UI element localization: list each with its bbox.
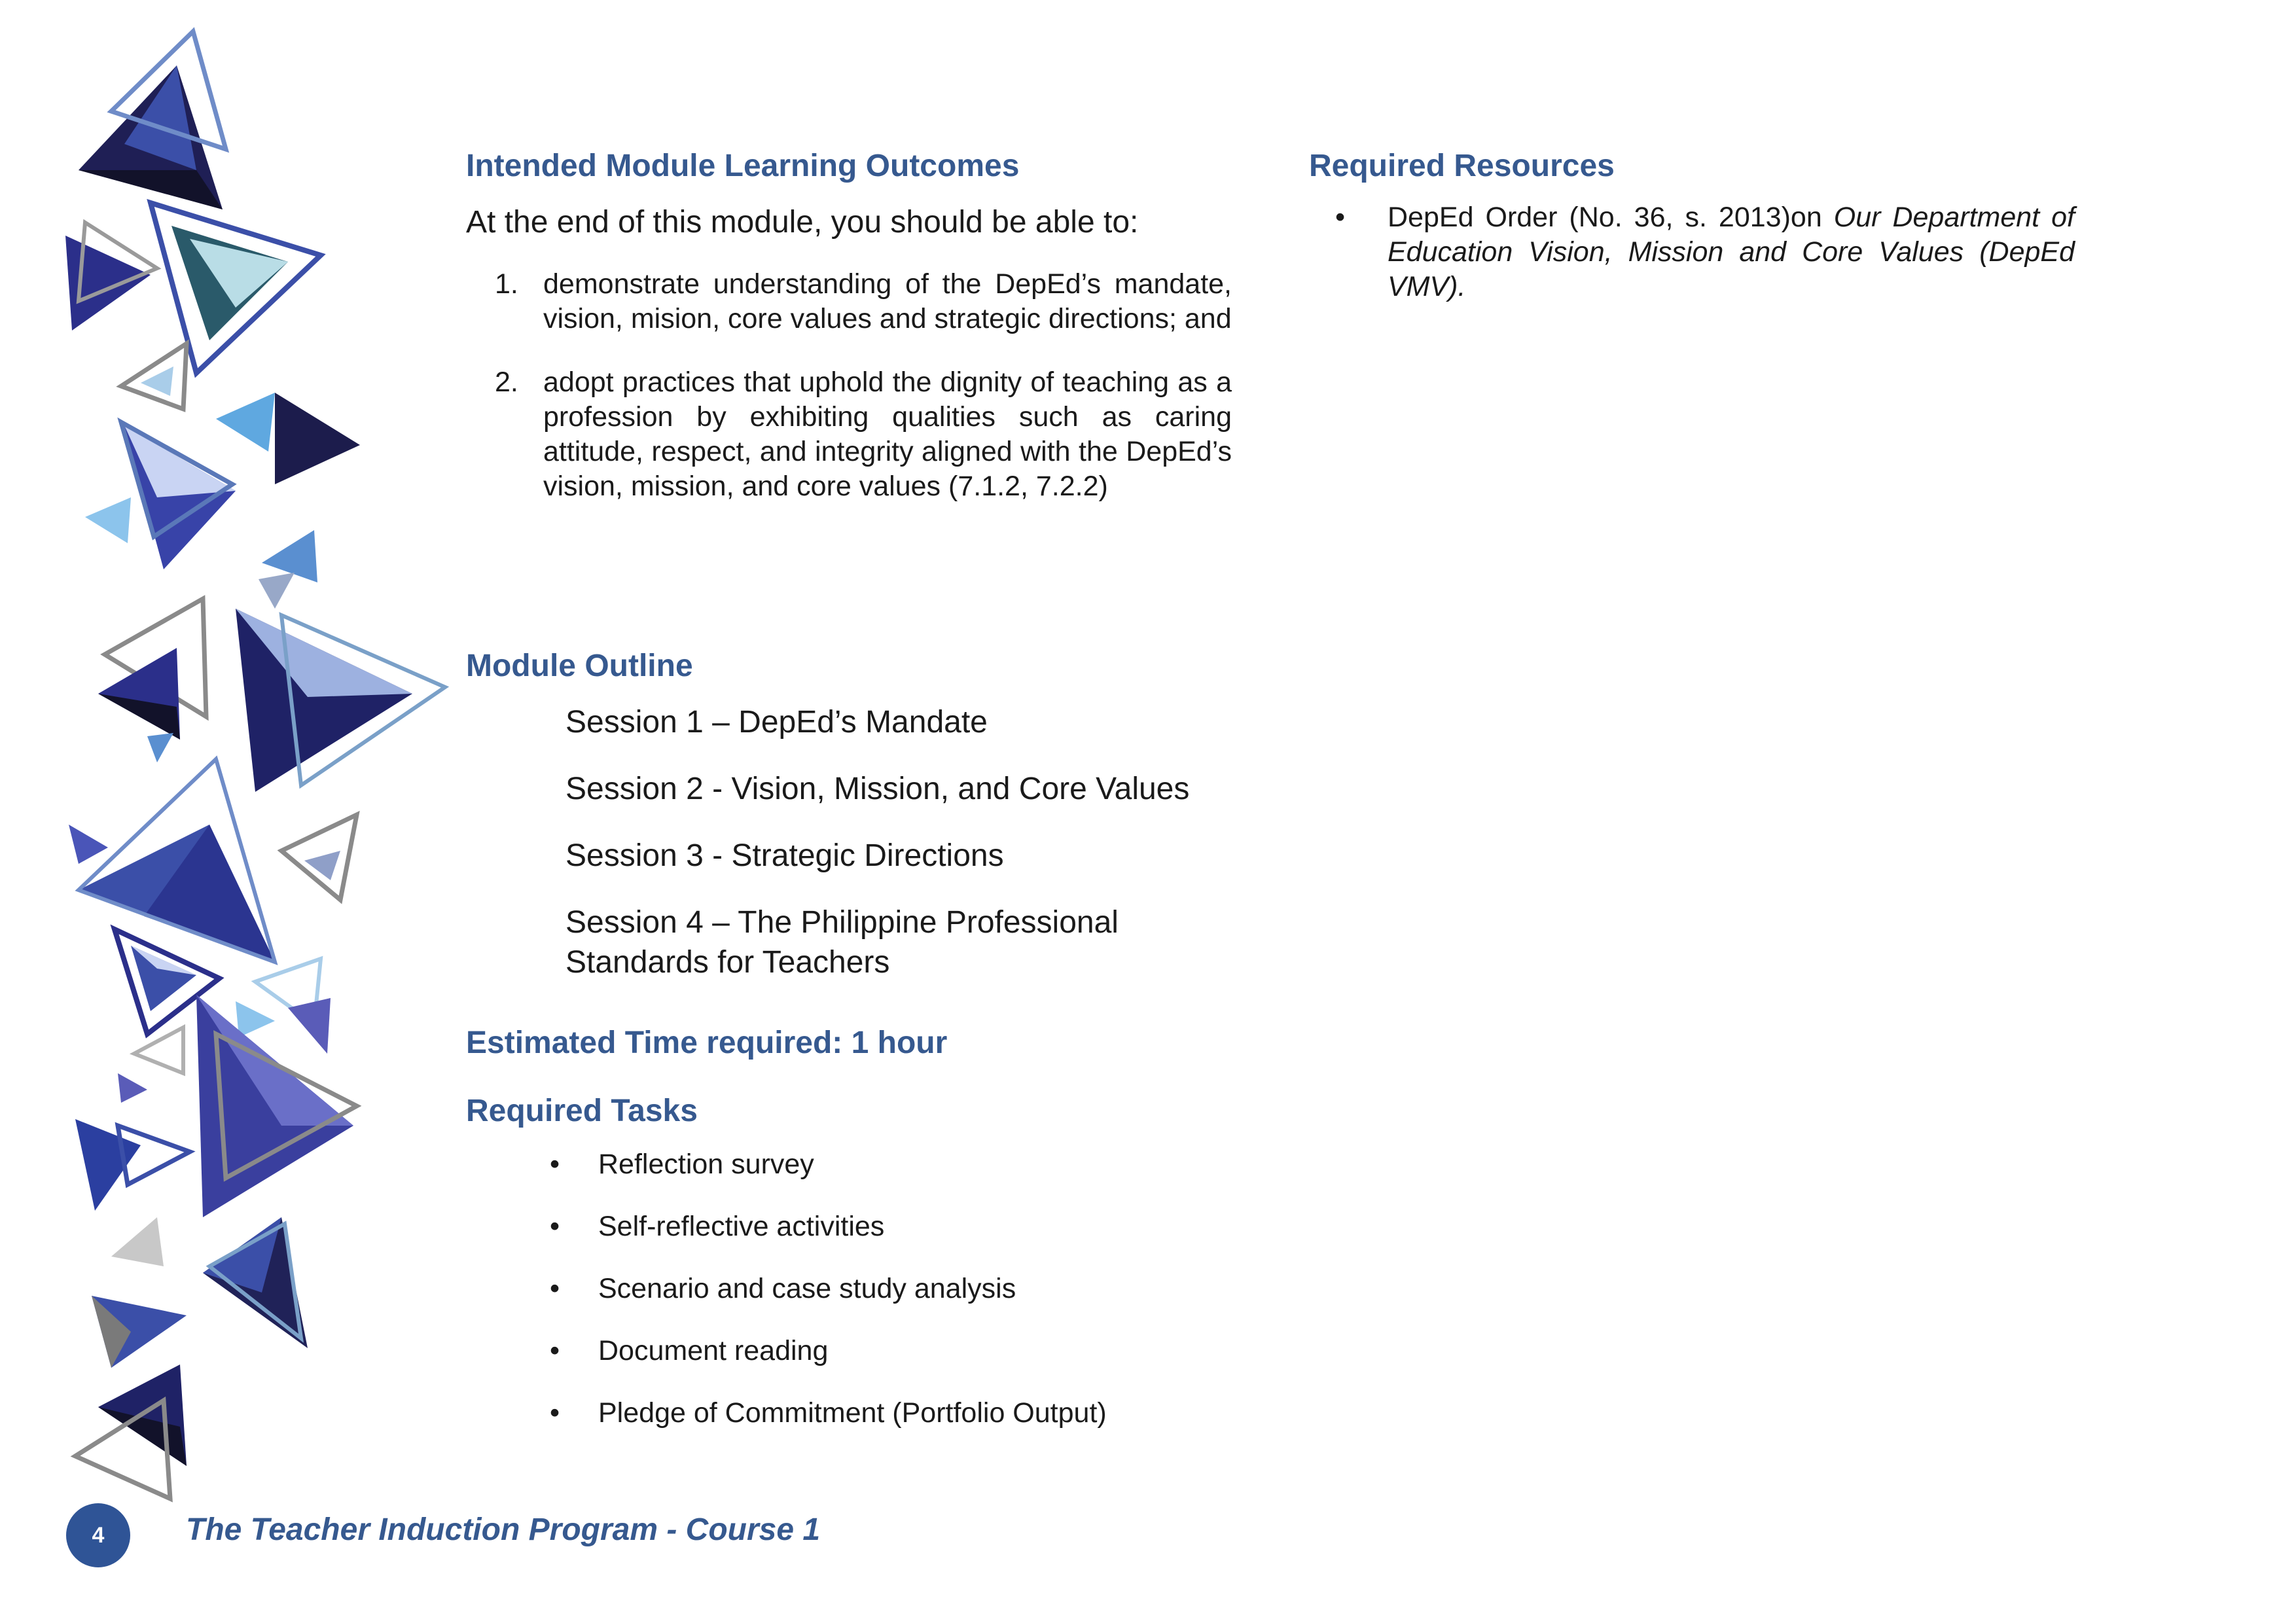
resource-item: [1335, 200, 2075, 304]
triangle-cluster-2: [65, 203, 321, 409]
triangle-cluster-1: [79, 31, 226, 209]
bullet-icon: •: [550, 1149, 560, 1180]
footer-course-title: The Teacher Induction Program - Course 1: [186, 1512, 821, 1547]
learning-outcomes-heading: Intended Module Learning Outcomes: [466, 149, 1020, 183]
task-label: Scenario and case study analysis: [598, 1273, 1016, 1304]
outcome-text: demonstrate understanding of the DepEd’s mandate, vision, mision, core values and strategic directions; and: [543, 268, 1232, 334]
learning-outcome-item: [466, 267, 1232, 336]
triangle-cluster-5: [69, 759, 357, 962]
session-item: Session 2 - Vision, Mission, and Core Values: [565, 772, 1190, 806]
session-item: Session 4 – The Philippine Professional Standards for Teachers: [565, 905, 1119, 980]
outcome-text: adopt practices that uphold the dignity of teaching as a profession by exhibiting qualities such as caring attitude, respect, and integrity aligned with the DepEd’s vision, mission, and core values (7.1.2, 7.2.2): [543, 366, 1232, 502]
bullet-icon: •: [550, 1335, 560, 1366]
outcome-number: 1.: [495, 268, 518, 300]
estimated-time-heading: Estimated Time required: 1 hour: [466, 1026, 948, 1060]
learning-outcome-item: [466, 365, 1232, 504]
bullet-icon: •: [550, 1273, 560, 1304]
learning-outcomes-intro: At the end of this module, you should be able to:: [466, 205, 1139, 240]
bullet-icon: •: [1335, 202, 1346, 233]
decorative-triangles: [0, 0, 471, 1623]
required-resources-list: [1335, 200, 2075, 304]
required-resources-heading: Required Resources: [1309, 149, 1615, 183]
required-tasks-heading: Required Tasks: [466, 1094, 698, 1128]
task-label: Document reading: [598, 1335, 829, 1366]
session-item: Session 1 – DepEd’s Mandate: [565, 705, 988, 740]
module-outline-list: [565, 702, 1220, 1009]
learning-outcomes-list: [466, 267, 1232, 533]
resource-text: DepEd Order (No. 36, s. 2013)on: [1388, 202, 1834, 233]
resource-title: Our Department of Education Vision, Mission and Core Values (DepEd VMV).: [1388, 202, 2075, 302]
triangle-cluster-8: [92, 1217, 308, 1368]
outcome-number: 2.: [495, 366, 518, 398]
triangle-cluster-4: [98, 599, 445, 792]
page-number-badge: 4: [66, 1503, 130, 1567]
bullet-icon: •: [550, 1397, 560, 1429]
module-outline-heading: Module Outline: [466, 649, 693, 683]
triangle-cluster-9: [75, 1364, 187, 1499]
triangle-cluster-3: [85, 393, 360, 609]
task-label: Self-reflective activities: [598, 1211, 885, 1242]
task-label: Pledge of Commitment (Portfolio Output): [598, 1397, 1107, 1429]
task-label: Reflection survey: [598, 1149, 814, 1180]
session-item: Session 3 - Strategic Directions: [565, 838, 1004, 873]
bullet-icon: •: [550, 1211, 560, 1242]
